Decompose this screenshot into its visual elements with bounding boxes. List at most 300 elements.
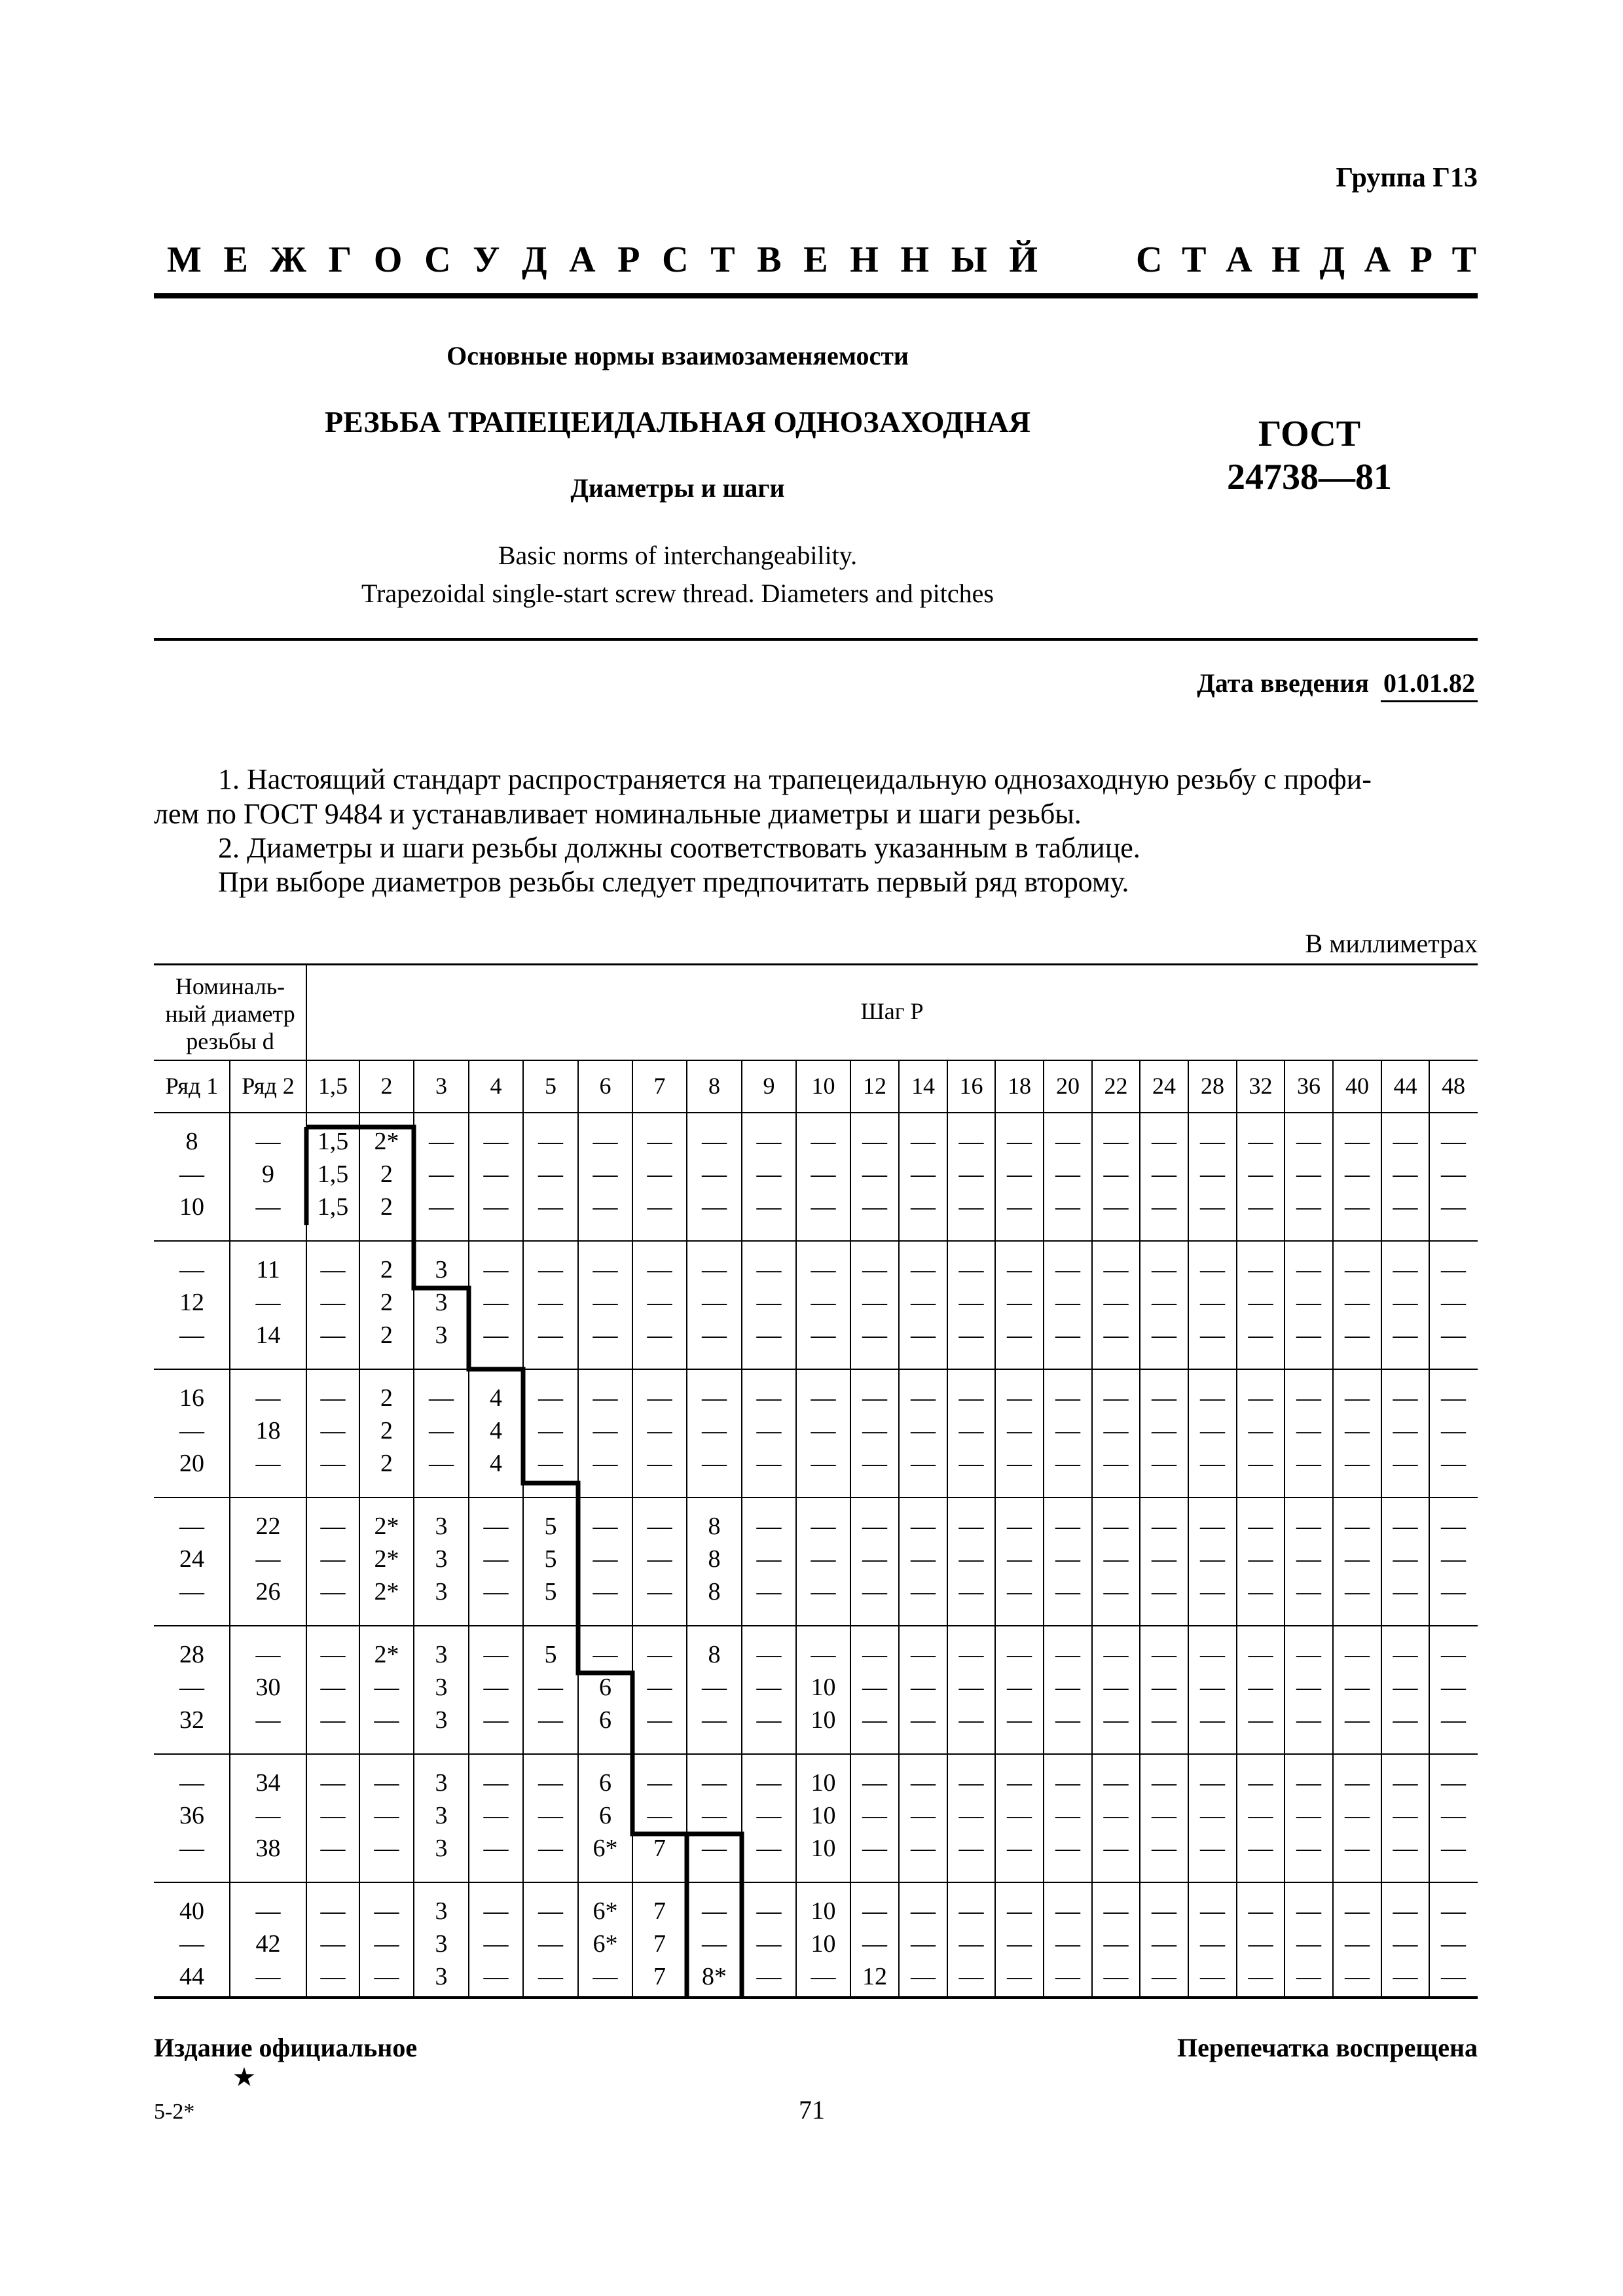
table-cell: — <box>179 1160 204 1188</box>
table-cell: — <box>179 1321 204 1349</box>
table-cell: — <box>1200 1160 1225 1188</box>
paragraph-1-line2: лем по ГОСТ 9484 и устанавливает номинальные диаметры и шаги резьбы. <box>154 798 1082 830</box>
table-cell: — <box>1007 1513 1032 1540</box>
table-cell: 3 <box>435 1289 448 1316</box>
table-cell: — <box>862 1128 887 1155</box>
table-cell: — <box>429 1193 454 1221</box>
table-cell: 42 <box>255 1930 281 1958</box>
table-cell: — <box>255 1128 281 1155</box>
table-cell: 1,5 <box>317 1193 349 1221</box>
table-cell: — <box>1248 1289 1273 1316</box>
table-cell: — <box>1345 1160 1370 1188</box>
pitch-column-header: 32 <box>1249 1073 1273 1099</box>
table-cell: — <box>647 1545 672 1573</box>
table-cell: — <box>483 1641 509 1668</box>
table-cell: — <box>1393 1641 1418 1668</box>
table-cell: — <box>862 1193 887 1221</box>
table-cell: — <box>702 1321 727 1349</box>
table-cell: — <box>1345 1578 1370 1605</box>
banner-left <box>167 239 1038 281</box>
table-cell: — <box>593 1128 618 1155</box>
table-cell: 2 <box>380 1256 393 1283</box>
table-cell: — <box>483 1706 509 1734</box>
table-cell: — <box>255 1193 281 1221</box>
table-cell: — <box>1248 1160 1273 1188</box>
table-cell: — <box>179 1578 204 1605</box>
pitch-column-header: 2 <box>380 1073 393 1099</box>
table-cell: — <box>862 1802 887 1829</box>
table-cell: — <box>593 1450 618 1477</box>
table-cell: 24 <box>179 1545 204 1573</box>
table-cell: — <box>1296 1513 1321 1540</box>
table-cell: — <box>756 1513 782 1540</box>
table-cell: — <box>911 1769 936 1797</box>
table-cell: — <box>647 1641 672 1668</box>
table-cell: — <box>1345 1835 1370 1862</box>
table-cell: — <box>811 1321 836 1349</box>
table-cell: — <box>1248 1450 1273 1477</box>
table-cell: — <box>1152 1802 1176 1829</box>
table-cell: — <box>1103 1193 1129 1221</box>
table-cell: — <box>811 1384 836 1412</box>
table-cell: — <box>483 1289 509 1316</box>
table-cell: — <box>958 1289 984 1316</box>
table-cell: — <box>179 1417 204 1444</box>
table-cell: — <box>1248 1321 1273 1349</box>
table-cell: 3 <box>435 1769 448 1797</box>
table-cell: — <box>647 1256 672 1283</box>
table-cell: — <box>1103 1256 1129 1283</box>
table-cell: — <box>1007 1321 1032 1349</box>
table-cell: — <box>1345 1674 1370 1701</box>
table-cell: — <box>1055 1963 1080 1990</box>
table-cell: — <box>702 1289 727 1316</box>
table-cell: — <box>483 1674 509 1701</box>
reprint-prohibited: Перепечатка воспрещена <box>1177 2033 1478 2062</box>
table-cell: — <box>647 1578 672 1605</box>
table-cell: — <box>862 1674 887 1701</box>
table-cell: — <box>1441 1256 1466 1283</box>
table-cell: — <box>756 1193 782 1221</box>
table-cell: — <box>958 1897 984 1925</box>
table-cell: — <box>255 1802 281 1829</box>
table-cell: — <box>1200 1289 1225 1316</box>
table-cell: — <box>483 1545 509 1573</box>
banner-letter: С <box>662 240 689 280</box>
table-cell: — <box>702 1706 727 1734</box>
gost-number: 24738—81 <box>1227 457 1392 497</box>
banner-letter: Т <box>1451 240 1476 280</box>
banner-letter: В <box>757 240 782 280</box>
table-cell: — <box>1296 1417 1321 1444</box>
table-cell: — <box>1152 1641 1176 1668</box>
table-cell: — <box>702 1160 727 1188</box>
table-cell: — <box>1441 1674 1466 1701</box>
table-cell: 16 <box>179 1384 204 1412</box>
table-cell: — <box>811 1193 836 1221</box>
table-cell: 1,5 <box>317 1128 349 1155</box>
pitch-column-header: 1,5 <box>318 1073 348 1099</box>
pitch-column-header: 40 <box>1345 1073 1369 1099</box>
table-cell: — <box>1393 1802 1418 1829</box>
table-cell: — <box>811 1513 836 1540</box>
table-cell: — <box>593 1289 618 1316</box>
table-cell: 7 <box>653 1930 666 1958</box>
table-cell: — <box>911 1963 936 1990</box>
table-cell: — <box>811 1450 836 1477</box>
table-cell: — <box>1441 1545 1466 1573</box>
table-cell: — <box>1296 1674 1321 1701</box>
table-cell: — <box>1103 1289 1129 1316</box>
table-cell: — <box>538 1417 563 1444</box>
table-cell: — <box>1055 1128 1080 1155</box>
table-cell: — <box>1103 1897 1129 1925</box>
table-cell: — <box>1248 1578 1273 1605</box>
table-cell: — <box>1345 1193 1370 1221</box>
table-cell: 7 <box>653 1835 666 1862</box>
table-cell: 6 <box>599 1674 611 1701</box>
table-cell: — <box>1441 1802 1466 1829</box>
table-cell: — <box>320 1513 346 1540</box>
table-cell: — <box>1200 1769 1225 1797</box>
table-cell: — <box>1055 1930 1080 1958</box>
table-cell: 6* <box>593 1930 618 1958</box>
table-cell: — <box>862 1641 887 1668</box>
table-cell: — <box>593 1545 618 1573</box>
table-cell: — <box>179 1930 204 1958</box>
table-cell: — <box>1103 1160 1129 1188</box>
table-cell: — <box>811 1289 836 1316</box>
table-cell: 8 <box>708 1545 721 1573</box>
table-cell: — <box>1200 1897 1225 1925</box>
pitch-column-header: 4 <box>490 1073 502 1099</box>
table-cell: — <box>911 1835 936 1862</box>
table-cell: — <box>647 1160 672 1188</box>
gost-designation <box>1198 412 1421 499</box>
table-cell: — <box>255 1641 281 1668</box>
table-cell: — <box>1055 1384 1080 1412</box>
table-cell: — <box>958 1256 984 1283</box>
table-cell: — <box>483 1769 509 1797</box>
table-cell: — <box>374 1674 399 1701</box>
table-cell: 2 <box>380 1450 393 1477</box>
diameter-header-line: резьбы d <box>186 1028 274 1054</box>
table-cell: — <box>1103 1384 1129 1412</box>
pitch-column-header: 9 <box>763 1073 775 1099</box>
table-cell: — <box>593 1160 618 1188</box>
table-cell: — <box>911 1256 936 1283</box>
table-cell: — <box>374 1706 399 1734</box>
table-cell: — <box>374 1930 399 1958</box>
table-cell: — <box>1152 1930 1176 1958</box>
official-edition: Издание официальное <box>154 2033 418 2062</box>
table-cell: 26 <box>255 1578 281 1605</box>
table-cell: — <box>1393 1835 1418 1862</box>
table-cell: 6 <box>599 1769 611 1797</box>
table-cell: 8* <box>702 1963 727 1990</box>
table-cell: — <box>756 1930 782 1958</box>
table-cell: — <box>1345 1321 1370 1349</box>
table-cell: — <box>1393 1930 1418 1958</box>
table-cell: — <box>1393 1963 1418 1990</box>
table-cell: — <box>1152 1321 1176 1349</box>
table-cell: — <box>1200 1930 1225 1958</box>
table-cell: — <box>1345 1930 1370 1958</box>
table-cell: 8 <box>708 1578 721 1605</box>
table-cell: — <box>1248 1706 1273 1734</box>
table-cell: — <box>811 1417 836 1444</box>
table-cell: 6* <box>593 1897 618 1925</box>
table-cell: — <box>483 1128 509 1155</box>
pitch-column-header: 28 <box>1201 1073 1224 1099</box>
table-cell: 3 <box>435 1321 448 1349</box>
table-cell: — <box>756 1802 782 1829</box>
table-cell: — <box>1055 1802 1080 1829</box>
table-cell: — <box>593 1578 618 1605</box>
table-cell: — <box>958 1578 984 1605</box>
table-cell: — <box>1152 1384 1176 1412</box>
table-cell: — <box>1393 1160 1418 1188</box>
table-cell: — <box>1345 1513 1370 1540</box>
table-cell: — <box>179 1769 204 1797</box>
table-cell: — <box>958 1450 984 1477</box>
table-cell: — <box>1007 1193 1032 1221</box>
banner-letter: Т <box>710 240 735 280</box>
table-cell: — <box>1296 1256 1321 1283</box>
table-cell: — <box>958 1769 984 1797</box>
table-cell: — <box>1103 1513 1129 1540</box>
table-cell: 2 <box>380 1321 393 1349</box>
table-cell: — <box>756 1674 782 1701</box>
table-cell: — <box>1345 1641 1370 1668</box>
diameter-header-line: Номиналь- <box>175 973 285 999</box>
table-cell: 8 <box>708 1641 721 1668</box>
pitch-column-header: 18 <box>1008 1073 1031 1099</box>
table-cell: — <box>1055 1289 1080 1316</box>
table-cell: — <box>702 1674 727 1701</box>
table-cell: — <box>1200 1578 1225 1605</box>
table-cell: — <box>647 1706 672 1734</box>
table-cell: 3 <box>435 1802 448 1829</box>
document-subtitle: Диаметры и шаги <box>570 473 785 503</box>
table-cell: 18 <box>255 1417 281 1444</box>
table-cell: — <box>1007 1835 1032 1862</box>
diameter-header-line: ный диаметр <box>165 1001 295 1027</box>
pitch-column-header: 48 <box>1442 1073 1465 1099</box>
table-cell: — <box>647 1321 672 1349</box>
table-cell: 3 <box>435 1706 448 1734</box>
row-header: Ряд 1 <box>165 1073 219 1099</box>
table-cell: 14 <box>255 1321 281 1349</box>
table-cell: — <box>374 1802 399 1829</box>
table-cell: — <box>1055 1193 1080 1221</box>
table-cell: — <box>862 1417 887 1444</box>
pitch-column-header: 14 <box>911 1073 935 1099</box>
table-cell: — <box>756 1545 782 1573</box>
table-cell: — <box>1248 1193 1273 1221</box>
table-cell: — <box>1007 1256 1032 1283</box>
table-cell: — <box>1152 1545 1176 1573</box>
table-cell: — <box>1345 1417 1370 1444</box>
table-cell: 12 <box>179 1289 204 1316</box>
table-cell: — <box>483 1802 509 1829</box>
table-cell: — <box>1345 1289 1370 1316</box>
table-cell: — <box>862 1578 887 1605</box>
table-cell: — <box>1103 1802 1129 1829</box>
banner-letter: Р <box>1410 240 1432 280</box>
table-cell: — <box>1103 1930 1129 1958</box>
table-cell: — <box>429 1384 454 1412</box>
table-cell: — <box>756 1256 782 1283</box>
table-cell: 2 <box>380 1160 393 1188</box>
table-cell: — <box>862 1769 887 1797</box>
table-cell: — <box>862 1897 887 1925</box>
table-cell: — <box>1055 1897 1080 1925</box>
table-cell: 2* <box>374 1513 399 1540</box>
table-cell: 4 <box>490 1384 502 1412</box>
table-cell: — <box>1441 1769 1466 1797</box>
table-cell: — <box>320 1256 346 1283</box>
table-cell: — <box>1007 1384 1032 1412</box>
table-cell: — <box>320 1769 346 1797</box>
table-cell: — <box>1200 1256 1225 1283</box>
table-cell: — <box>1296 1963 1321 1990</box>
table-cell: — <box>647 1128 672 1155</box>
table-cell: — <box>1248 1769 1273 1797</box>
pitch-header: Шаг P <box>860 998 924 1024</box>
table-cell: — <box>1393 1897 1418 1925</box>
table-cell: — <box>958 1835 984 1862</box>
table-cell: — <box>811 1963 836 1990</box>
table-cell: — <box>1007 1160 1032 1188</box>
table-cell: — <box>862 1835 887 1862</box>
table-cell: — <box>911 1321 936 1349</box>
table-cell: — <box>1345 1545 1370 1573</box>
table-cell: — <box>1200 1545 1225 1573</box>
table-cell: — <box>1103 1641 1129 1668</box>
table-cell: — <box>1007 1450 1032 1477</box>
table-cell: — <box>1296 1835 1321 1862</box>
pitch-column-header: 44 <box>1393 1073 1417 1099</box>
table-cell: — <box>1152 1513 1176 1540</box>
table-cell: — <box>1441 1706 1466 1734</box>
table-cell: 8 <box>708 1513 721 1540</box>
table-cell: — <box>320 1384 346 1412</box>
table-cell: 3 <box>435 1897 448 1925</box>
table-cell: — <box>1007 1417 1032 1444</box>
table-cell: — <box>702 1193 727 1221</box>
table-cell: — <box>1393 1289 1418 1316</box>
table-cell: 34 <box>255 1769 281 1797</box>
table-cell: — <box>1441 1384 1466 1412</box>
table-cell: — <box>862 1513 887 1540</box>
table-cell: — <box>1393 1384 1418 1412</box>
pitch-column-header: 20 <box>1056 1073 1080 1099</box>
table-cell: — <box>374 1835 399 1862</box>
table-cell: — <box>647 1769 672 1797</box>
table-cell: — <box>958 1160 984 1188</box>
pitch-column-header: 8 <box>708 1073 720 1099</box>
table-cell: 40 <box>179 1897 204 1925</box>
table-cell: — <box>1152 1256 1176 1283</box>
table-cell: — <box>1393 1706 1418 1734</box>
table-cell: — <box>911 1930 936 1958</box>
table-cell: — <box>538 1384 563 1412</box>
table-cell: — <box>1007 1769 1032 1797</box>
banner-right <box>1136 239 1476 281</box>
table-cell: — <box>1345 1128 1370 1155</box>
table-cell: — <box>958 1963 984 1990</box>
table-cell: — <box>538 1674 563 1701</box>
table-cell: — <box>1055 1706 1080 1734</box>
table-cell: 22 <box>255 1513 281 1540</box>
table-cell: — <box>320 1674 346 1701</box>
table-cell: — <box>1200 1802 1225 1829</box>
english-title-line2: Trapezoidal single-start screw thread. Diameters and pitches <box>361 579 994 608</box>
table-cell: — <box>1393 1193 1418 1221</box>
table-cell: — <box>429 1417 454 1444</box>
table-cell: — <box>483 1963 509 1990</box>
thread-table <box>154 963 1478 1996</box>
table-cell: 10 <box>811 1706 836 1734</box>
pitch-column-header: 36 <box>1297 1073 1321 1099</box>
table-cell: 2* <box>374 1128 399 1155</box>
table-cell: — <box>255 1384 281 1412</box>
banner-letter: Д <box>521 240 547 280</box>
table-cell: — <box>1296 1769 1321 1797</box>
table-cell: — <box>1152 1769 1176 1797</box>
table-cell: 7 <box>653 1963 666 1990</box>
table-cell: 20 <box>179 1450 204 1477</box>
banner-letter: Й <box>1009 240 1038 280</box>
table-cell: — <box>1200 1193 1225 1221</box>
table-cell: 3 <box>435 1835 448 1862</box>
table-cell: — <box>593 1417 618 1444</box>
table-cell: — <box>320 1289 346 1316</box>
table-cell: — <box>538 1193 563 1221</box>
table-cell: — <box>1393 1513 1418 1540</box>
table-cell: — <box>1248 1545 1273 1573</box>
table-cell: — <box>1296 1578 1321 1605</box>
table-cell: — <box>1200 1513 1225 1540</box>
table-cell: — <box>1441 1450 1466 1477</box>
title-rule <box>154 638 1478 641</box>
table-cell: — <box>255 1706 281 1734</box>
table-cell: — <box>1103 1545 1129 1573</box>
table-cell: — <box>958 1802 984 1829</box>
table-cell: — <box>593 1321 618 1349</box>
pitch-column-header: 24 <box>1152 1073 1176 1099</box>
subtitle: Основные нормы взаимозаменяемости <box>447 341 909 370</box>
table-cell: — <box>1248 1417 1273 1444</box>
table-cell: — <box>958 1321 984 1349</box>
table-cell: — <box>811 1160 836 1188</box>
table-cell: — <box>1441 1160 1466 1188</box>
table-cell: — <box>756 1450 782 1477</box>
table-cell: 5 <box>544 1641 557 1668</box>
table-cell: — <box>811 1578 836 1605</box>
table-cell: — <box>320 1578 346 1605</box>
table-cell: — <box>483 1256 509 1283</box>
table-cell: 6 <box>599 1802 611 1829</box>
table-cell: — <box>1248 1897 1273 1925</box>
table-cell: — <box>1007 1674 1032 1701</box>
table-cell: — <box>1441 1641 1466 1668</box>
banner-letter: Н <box>900 240 930 280</box>
table-cell: — <box>1055 1641 1080 1668</box>
table-cell: — <box>911 1641 936 1668</box>
table-cell: 28 <box>179 1641 204 1668</box>
